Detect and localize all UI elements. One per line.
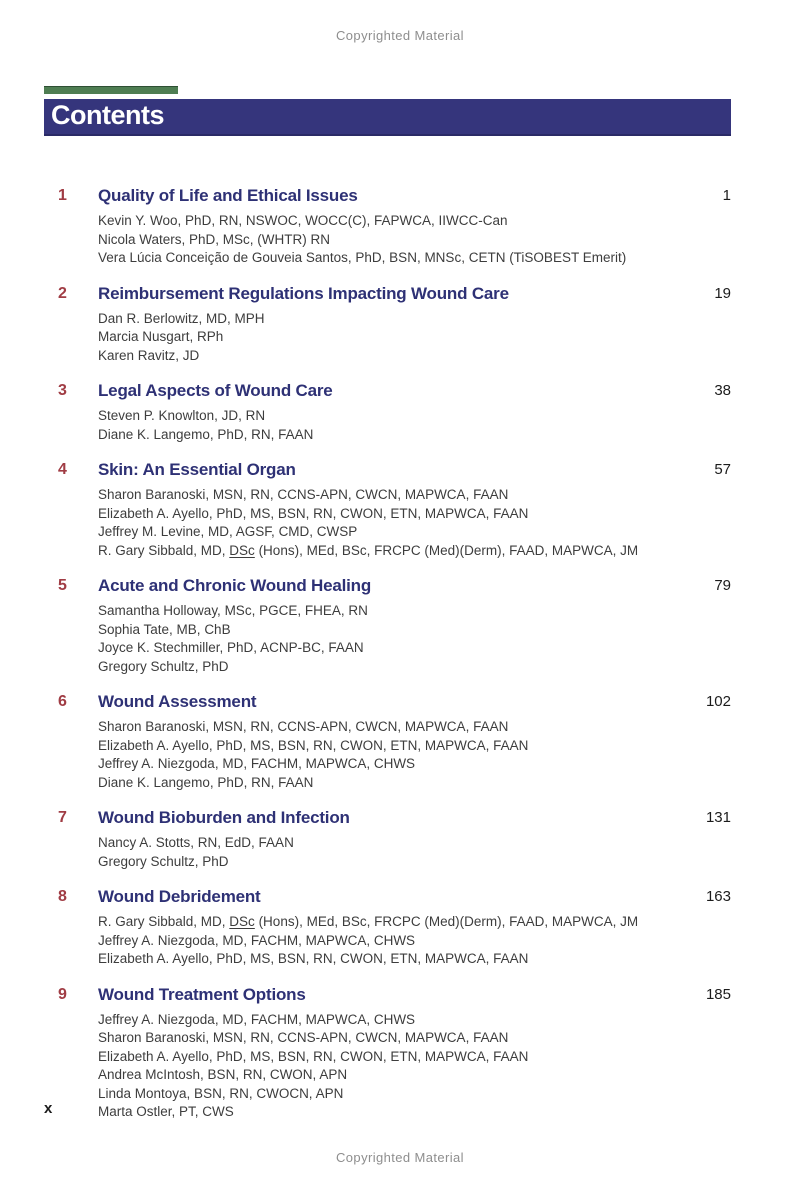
author-list [98, 310, 701, 366]
author-line: Andrea McIntosh, BSN, RN, CWON, APN [98, 1067, 348, 1082]
chapter-title: Wound Treatment Options [98, 984, 306, 1004]
author-line: Marta Ostler, PT, CWS [98, 1104, 234, 1119]
author-list [98, 602, 701, 676]
chapter-title: Wound Bioburden and Infection [98, 808, 350, 827]
author-line: Vera Lúcia Conceição de Gouveia Santos, PhD, BSN, MNSc, CETN (TiSOBEST Emerit) [98, 250, 627, 265]
author-line: Sharon Baranoski, MSN, RN, CCNS-APN, CWCN, MAPWCA, FAAN [98, 487, 509, 502]
toc-entry [44, 576, 731, 676]
chapter-number: 5 [58, 577, 67, 594]
chapter-number: 2 [58, 284, 67, 302]
chapter-number: 3 [58, 382, 67, 399]
chapter-page-number: 102 [705, 693, 731, 710]
author-line: Jeffrey A. Niezgoda, MD, FACHM, MAPWCA, CHWS [98, 1011, 416, 1027]
author-line: Marcia Nusgart, RPh [98, 329, 224, 344]
toc-entry-body [98, 985, 701, 1122]
page-title: Contents [51, 100, 164, 130]
toc-entry-body [98, 692, 701, 792]
toc-entry-body [98, 887, 701, 969]
author-line: Jeffrey M. Levine, MD, AGSF, CMD, CWSP [98, 524, 358, 539]
author-list [98, 1011, 701, 1122]
toc-entry [44, 985, 731, 1122]
author-line: Nicola Waters, PhD, MSc, (WHTR) RN [98, 231, 331, 247]
toc-entry-body [98, 284, 701, 366]
author-line: Sharon Baranoski, MSN, RN, CCNS-APN, CWCN, MAPWCA, FAAN [98, 719, 509, 734]
toc-entry-body [98, 381, 701, 444]
toc-entry [44, 460, 731, 560]
author-line: Nancy A. Stotts, RN, EdD, FAAN [98, 835, 294, 850]
chapter-page-number: 38 [714, 382, 731, 399]
toc-entry [44, 381, 731, 444]
title-bar [44, 99, 731, 136]
author-list [98, 718, 701, 792]
chapter-number: 1 [58, 187, 67, 204]
chapter-page-number: 1 [722, 187, 731, 204]
author-line: Elizabeth A. Ayello, PhD, MS, BSN, RN, CWON, ETN, MAPWCA, FAAN [98, 951, 529, 966]
author-line: Diane K. Langemo, PhD, RN, FAAN [98, 774, 314, 790]
page-folio: x [44, 1100, 53, 1117]
toc-entry-body [98, 808, 701, 871]
chapter-number: 7 [58, 809, 67, 826]
chapter-page-number: 185 [705, 985, 731, 1003]
author-line: Elizabeth A. Ayello, PhD, MS, BSN, RN, CWON, ETN, MAPWCA, FAAN [98, 1048, 529, 1064]
copyright-notice-bottom: Copyrighted Material [336, 1150, 464, 1165]
author-line: Elizabeth A. Ayello, PhD, MS, BSN, RN, CWON, ETN, MAPWCA, FAAN [98, 737, 529, 753]
author-line: Joyce K. Stechmiller, PhD, ACNP-BC, FAAN [98, 640, 364, 655]
copyright-notice-top: Copyrighted Material [336, 28, 464, 43]
chapter-title: Wound Debridement [98, 887, 261, 906]
chapter-number: 8 [58, 888, 67, 905]
author-line: R. Gary Sibbald, MD, DSc (Hons), MEd, BSc, FRCPC (Med)(Derm), FAAD, MAPWCA, JM [98, 914, 639, 929]
author-list [98, 486, 701, 560]
author-line: Gregory Schultz, PhD [98, 853, 229, 869]
author-line: Dan R. Berlowitz, MD, MPH [98, 310, 265, 326]
table-of-contents [44, 186, 731, 1138]
chapter-title: Quality of Life and Ethical Issues [98, 186, 358, 205]
author-line: Jeffrey A. Niezgoda, MD, FACHM, MAPWCA, CHWS [98, 756, 416, 771]
author-line: Jeffrey A. Niezgoda, MD, FACHM, MAPWCA, CHWS [98, 932, 416, 948]
chapter-number: 4 [58, 461, 67, 478]
author-line: Diane K. Langemo, PhD, RN, FAAN [98, 426, 314, 442]
toc-entry-body [98, 186, 701, 268]
chapter-title: Skin: An Essential Organ [98, 460, 296, 479]
toc-entry [44, 186, 731, 268]
chapter-page-number: 57 [714, 461, 731, 478]
chapter-number: 6 [58, 693, 67, 710]
author-line: Steven P. Knowlton, JD, RN [98, 408, 266, 423]
author-line: Elizabeth A. Ayello, PhD, MS, BSN, RN, CWON, ETN, MAPWCA, FAAN [98, 505, 529, 521]
chapter-page-number: 19 [714, 284, 731, 302]
author-list [98, 913, 701, 969]
author-line: Karen Ravitz, JD [98, 347, 200, 363]
chapter-page-number: 79 [714, 577, 731, 594]
author-line: R. Gary Sibbald, MD, DSc (Hons), MEd, BSc, FRCPC (Med)(Derm), FAAD, MAPWCA, JM [98, 542, 639, 558]
toc-entry [44, 692, 731, 792]
chapter-page-number: 131 [705, 809, 731, 826]
toc-entry-body [98, 576, 701, 676]
chapter-number: 9 [58, 985, 67, 1003]
author-line: Linda Montoya, BSN, RN, CWOCN, APN [98, 1085, 344, 1101]
chapter-page-number: 163 [705, 888, 731, 905]
author-line: Gregory Schultz, PhD [98, 658, 229, 674]
contents-header [44, 86, 731, 136]
author-list [98, 407, 701, 444]
toc-entry-body [98, 460, 701, 560]
author-line: Sharon Baranoski, MSN, RN, CCNS-APN, CWCN, MAPWCA, FAAN [98, 1030, 509, 1045]
toc-entry [44, 284, 731, 366]
chapter-title: Reimbursement Regulations Impacting Wound Care [98, 283, 509, 303]
toc-entry [44, 887, 731, 969]
author-line: Kevin Y. Woo, PhD, RN, NSWOC, WOCC(C), FAPWCA, IIWCC-Can [98, 213, 508, 228]
author-list [98, 212, 701, 268]
green-accent-bar [44, 86, 178, 94]
chapter-title: Wound Assessment [98, 692, 257, 711]
chapter-title: Acute and Chronic Wound Healing [98, 576, 372, 595]
author-list [98, 834, 701, 871]
author-line: Samantha Holloway, MSc, PGCE, FHEA, RN [98, 603, 368, 618]
chapter-title: Legal Aspects of Wound Care [98, 381, 333, 400]
toc-entry [44, 808, 731, 871]
author-line: Sophia Tate, MB, ChB [98, 621, 231, 637]
